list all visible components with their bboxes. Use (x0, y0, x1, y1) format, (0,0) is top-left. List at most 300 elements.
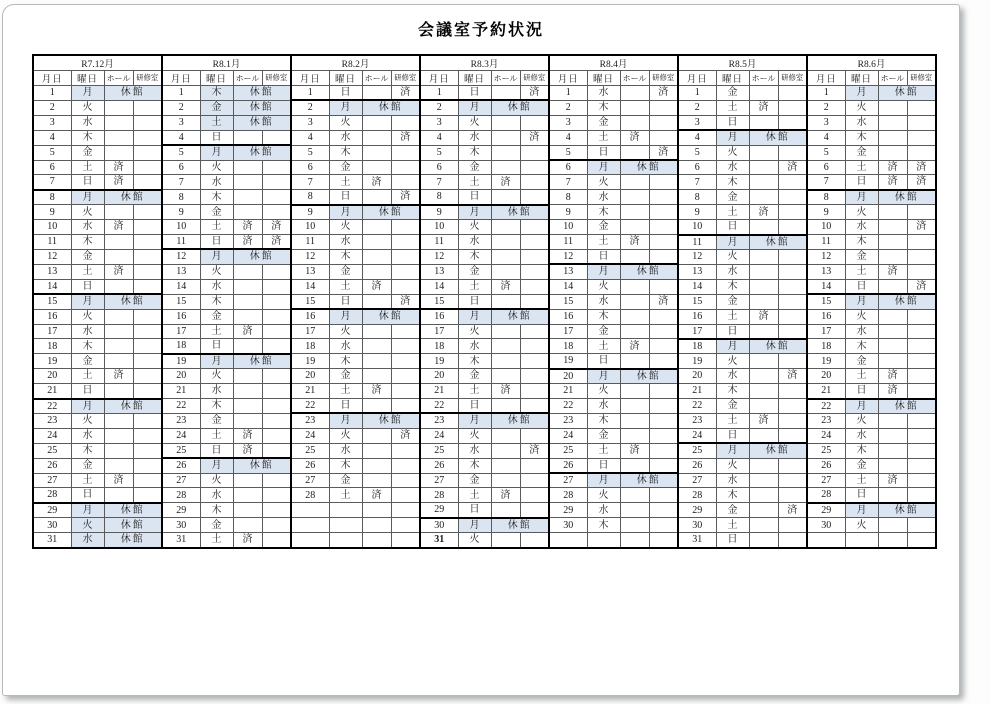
room-status-cell (262, 413, 291, 428)
hall-status-cell (491, 324, 520, 339)
hall-status-cell (491, 249, 520, 264)
column-header-room: 研修室 (391, 71, 420, 86)
hall-status-cell (362, 443, 391, 458)
date-cell: 8 (33, 190, 71, 205)
weekday-cell: 金 (587, 428, 620, 443)
weekday-cell: 土 (329, 488, 362, 503)
date-cell: 22 (162, 399, 200, 414)
hall-status-cell: 済 (233, 533, 262, 548)
weekday-cell: 水 (200, 175, 233, 190)
date-cell: 29 (33, 503, 71, 518)
room-status-cell (649, 190, 678, 205)
weekday-cell: 木 (200, 503, 233, 518)
weekday-cell: 日 (845, 279, 878, 294)
weekday-cell: 月 (716, 130, 749, 145)
date-cell: 15 (807, 294, 845, 309)
date-cell: 29 (162, 503, 200, 518)
hall-status-cell (104, 309, 133, 324)
room-status-cell: 済 (520, 86, 549, 101)
date-cell: 14 (420, 279, 458, 294)
weekday-cell: 月 (587, 369, 620, 384)
weekday-cell: 火 (458, 428, 491, 443)
date-cell: 3 (420, 115, 458, 130)
room-status-cell (520, 175, 549, 190)
column-header-hall: ホール (878, 71, 907, 86)
date-cell: 7 (291, 175, 329, 190)
room-status-cell (391, 384, 420, 399)
weekday-cell: 木 (329, 145, 362, 160)
date-cell: 18 (678, 339, 716, 354)
room-status-cell (778, 294, 807, 309)
weekday-cell: 金 (845, 249, 878, 264)
date-cell: 14 (291, 279, 329, 294)
hall-status-cell (362, 428, 391, 443)
room-status-cell (262, 384, 291, 399)
weekday-cell: 土 (587, 443, 620, 458)
room-status-cell (520, 264, 549, 279)
weekday-cell: 土 (587, 339, 620, 354)
date-cell: 2 (807, 100, 845, 115)
room-status-cell (649, 503, 678, 518)
date-cell: 16 (33, 309, 71, 324)
hall-status-cell (233, 294, 262, 309)
weekday-cell: 木 (587, 309, 620, 324)
date-cell: 1 (33, 86, 71, 101)
hall-status-cell (233, 205, 262, 220)
weekday-cell: 月 (458, 309, 491, 324)
room-status-cell: 済 (262, 235, 291, 250)
room-status-cell (778, 413, 807, 428)
weekday-cell: 土 (329, 384, 362, 399)
weekday-cell: 土 (71, 369, 104, 384)
weekday-cell: 月 (458, 205, 491, 220)
date-cell: 22 (549, 399, 587, 414)
room-status-cell (778, 428, 807, 443)
hall-status-cell (749, 249, 778, 264)
hall-status-cell (491, 130, 520, 145)
room-status-cell (778, 488, 807, 503)
room-status-cell (133, 175, 162, 190)
column-header-hall: ホール (104, 71, 133, 86)
room-status-cell (391, 235, 420, 250)
date-cell: 12 (33, 249, 71, 264)
room-status-cell (262, 309, 291, 324)
date-cell: 10 (33, 220, 71, 235)
date-cell: 11 (162, 235, 200, 250)
date-cell: 2 (33, 100, 71, 115)
room-status-cell: 済 (391, 294, 420, 309)
hall-status-cell (749, 175, 778, 190)
room-status-cell (907, 384, 936, 399)
room-status-cell (520, 339, 549, 354)
room-status-cell: 済 (391, 428, 420, 443)
room-status-cell (649, 399, 678, 414)
date-cell: 26 (420, 458, 458, 473)
date-cell: 23 (33, 413, 71, 428)
room-status-cell (778, 264, 807, 279)
date-cell: 26 (162, 458, 200, 473)
room-status-cell (262, 264, 291, 279)
hall-status-cell: 済 (749, 205, 778, 220)
weekday-cell: 日 (587, 249, 620, 264)
hall-status-cell (620, 145, 649, 160)
weekday-cell: 土 (200, 324, 233, 339)
room-status-cell (262, 205, 291, 220)
hall-status-cell (491, 264, 520, 279)
weekday-cell: 火 (587, 384, 620, 399)
room-status-cell (520, 220, 549, 235)
date-cell: 25 (291, 443, 329, 458)
date-cell: 12 (291, 249, 329, 264)
hall-status-cell: 済 (491, 384, 520, 399)
weekday-cell: 木 (458, 354, 491, 369)
closed-cell: 休館 (878, 503, 936, 518)
hall-status-cell (620, 294, 649, 309)
hall-status-cell (620, 458, 649, 473)
weekday-cell: 日 (458, 86, 491, 101)
weekday-cell: 火 (458, 115, 491, 130)
hall-status-cell (491, 145, 520, 160)
weekday-cell: 日 (845, 175, 878, 190)
date-cell: 5 (678, 145, 716, 160)
reservation-status-table (32, 54, 937, 549)
closed-cell: 休館 (362, 100, 420, 115)
weekday-cell: 土 (845, 473, 878, 488)
closed-cell: 休館 (104, 518, 162, 533)
weekday-cell: 木 (200, 86, 233, 101)
date-cell: 23 (678, 413, 716, 428)
date-cell: 9 (162, 205, 200, 220)
date-cell: 4 (33, 130, 71, 145)
document-page (2, 4, 960, 696)
hall-status-cell (233, 518, 262, 533)
weekday-cell: 土 (200, 220, 233, 235)
column-header-hall: ホール (620, 71, 649, 86)
room-status-cell (520, 279, 549, 294)
room-status-cell (649, 130, 678, 145)
room-status-cell: 済 (649, 145, 678, 160)
weekday-cell: 土 (200, 115, 233, 130)
room-status-cell (778, 279, 807, 294)
column-header-weekday: 曜日 (716, 71, 749, 86)
weekday-cell: 金 (329, 160, 362, 175)
weekday-cell: 火 (329, 220, 362, 235)
hall-status-cell (620, 324, 649, 339)
weekday-cell: 金 (587, 115, 620, 130)
hall-status-cell (104, 324, 133, 339)
date-cell: 16 (162, 309, 200, 324)
room-status-cell (133, 458, 162, 473)
hall-status-cell (362, 503, 391, 518)
date-cell: 9 (291, 205, 329, 220)
weekday-cell: 日 (845, 384, 878, 399)
room-status-cell (778, 220, 807, 235)
weekday-cell: 月 (71, 190, 104, 205)
date-cell: 20 (549, 369, 587, 384)
weekday-cell: 火 (200, 264, 233, 279)
date-cell: 3 (678, 115, 716, 130)
hall-status-cell (104, 145, 133, 160)
weekday-cell: 金 (329, 369, 362, 384)
closed-cell: 休館 (104, 190, 162, 205)
date-cell: 20 (678, 369, 716, 384)
hall-status-cell (491, 86, 520, 101)
weekday-cell: 日 (329, 86, 362, 101)
hall-status-cell (878, 324, 907, 339)
date-cell: 18 (420, 339, 458, 354)
room-status-cell (262, 369, 291, 384)
weekday-cell: 水 (845, 428, 878, 443)
hall-status-cell (233, 264, 262, 279)
hall-status-cell (878, 249, 907, 264)
hall-status-cell (878, 533, 907, 548)
room-status-cell (778, 533, 807, 548)
date-cell: 30 (33, 518, 71, 533)
weekday-cell (329, 533, 362, 548)
date-cell: 23 (420, 413, 458, 428)
room-status-cell: 済 (778, 503, 807, 518)
hall-status-cell (878, 518, 907, 533)
room-status-cell (520, 235, 549, 250)
room-status-cell (262, 130, 291, 145)
date-cell: 23 (162, 413, 200, 428)
room-status-cell: 済 (907, 160, 936, 175)
hall-status-cell: 済 (233, 324, 262, 339)
room-status-cell (649, 279, 678, 294)
weekday-cell: 月 (845, 399, 878, 414)
closed-cell: 休館 (104, 503, 162, 518)
room-status-cell: 済 (907, 220, 936, 235)
weekday-cell: 水 (716, 473, 749, 488)
hall-status-cell (491, 428, 520, 443)
weekday-cell: 木 (587, 413, 620, 428)
date-cell: 12 (162, 249, 200, 264)
room-status-cell (907, 443, 936, 458)
room-status-cell (520, 458, 549, 473)
hall-status-cell (362, 160, 391, 175)
closed-cell: 休館 (620, 369, 678, 384)
date-cell: 10 (807, 220, 845, 235)
hall-status-cell (878, 443, 907, 458)
room-status-cell (520, 249, 549, 264)
date-cell: 31 (678, 533, 716, 548)
hall-status-cell (491, 339, 520, 354)
date-cell: 6 (678, 160, 716, 175)
closed-cell: 休館 (878, 294, 936, 309)
hall-status-cell (104, 384, 133, 399)
room-status-cell (649, 339, 678, 354)
date-cell: 21 (291, 384, 329, 399)
weekday-cell: 月 (200, 145, 233, 160)
hall-status-cell: 済 (620, 443, 649, 458)
weekday-cell: 火 (587, 175, 620, 190)
column-header-weekday: 曜日 (329, 71, 362, 86)
date-cell: 6 (33, 160, 71, 175)
room-status-cell (778, 205, 807, 220)
weekday-cell: 金 (845, 354, 878, 369)
hall-status-cell (233, 279, 262, 294)
room-status-cell (907, 518, 936, 533)
weekday-cell: 日 (458, 294, 491, 309)
hall-status-cell: 済 (362, 279, 391, 294)
date-cell: 14 (33, 279, 71, 294)
room-status-cell (778, 473, 807, 488)
hall-status-cell (104, 428, 133, 443)
weekday-cell: 木 (716, 488, 749, 503)
weekday-cell: 土 (716, 100, 749, 115)
hall-status-cell (362, 249, 391, 264)
hall-status-cell (491, 369, 520, 384)
room-status-cell (520, 533, 549, 548)
date-cell: 28 (291, 488, 329, 503)
date-cell: 6 (420, 160, 458, 175)
room-status-cell: 済 (391, 130, 420, 145)
date-cell: 20 (162, 369, 200, 384)
date-cell: 17 (420, 324, 458, 339)
date-cell: 1 (291, 86, 329, 101)
weekday-cell: 月 (845, 190, 878, 205)
date-cell: 24 (291, 428, 329, 443)
weekday-cell: 木 (71, 443, 104, 458)
room-status-cell (778, 86, 807, 101)
room-status-cell (391, 324, 420, 339)
weekday-cell: 日 (329, 399, 362, 414)
room-status-cell (391, 518, 420, 533)
date-cell: 18 (807, 339, 845, 354)
hall-status-cell: 済 (749, 100, 778, 115)
room-status-cell (520, 428, 549, 443)
room-status-cell (520, 384, 549, 399)
hall-status-cell (620, 115, 649, 130)
hall-status-cell (362, 354, 391, 369)
weekday-cell: 金 (845, 458, 878, 473)
room-status-cell (520, 399, 549, 414)
date-cell: 13 (678, 264, 716, 279)
weekday-cell: 木 (329, 354, 362, 369)
room-status-cell (133, 428, 162, 443)
hall-status-cell (749, 488, 778, 503)
hall-status-cell (233, 399, 262, 414)
date-cell: 5 (549, 145, 587, 160)
hall-status-cell (620, 86, 649, 101)
date-cell: 19 (162, 354, 200, 369)
weekday-cell: 水 (458, 235, 491, 250)
date-cell: 2 (678, 100, 716, 115)
date-cell: 4 (807, 130, 845, 145)
room-status-cell (133, 488, 162, 503)
weekday-cell: 木 (845, 443, 878, 458)
date-cell: 11 (807, 235, 845, 250)
hall-status-cell (233, 190, 262, 205)
room-status-cell (649, 324, 678, 339)
date-cell: 29 (807, 503, 845, 518)
weekday-cell: 木 (329, 458, 362, 473)
date-cell: 28 (162, 488, 200, 503)
weekday-cell: 土 (845, 160, 878, 175)
weekday-cell: 水 (845, 324, 878, 339)
hall-status-cell (104, 443, 133, 458)
date-cell: 22 (291, 399, 329, 414)
date-cell: 9 (807, 205, 845, 220)
weekday-cell: 金 (716, 86, 749, 101)
weekday-cell: 月 (587, 160, 620, 175)
hall-status-cell: 済 (362, 175, 391, 190)
closed-cell: 休館 (620, 473, 678, 488)
date-cell: 1 (420, 86, 458, 101)
room-status-cell (649, 309, 678, 324)
hall-status-cell: 済 (233, 220, 262, 235)
date-cell: 8 (807, 190, 845, 205)
date-cell: 31 (420, 533, 458, 548)
room-status-cell (649, 205, 678, 220)
room-status-cell (520, 115, 549, 130)
date-cell: 8 (678, 190, 716, 205)
date-cell: 27 (162, 473, 200, 488)
weekday-cell: 火 (329, 428, 362, 443)
date-cell: 9 (420, 205, 458, 220)
room-status-cell (391, 473, 420, 488)
date-cell: 6 (549, 160, 587, 175)
date-cell: 31 (33, 533, 71, 548)
weekday-cell: 金 (200, 413, 233, 428)
weekday-cell: 水 (329, 130, 362, 145)
weekday-cell: 木 (71, 130, 104, 145)
date-cell: 14 (678, 279, 716, 294)
weekday-cell: 金 (458, 264, 491, 279)
weekday-cell: 土 (71, 473, 104, 488)
weekday-cell: 水 (587, 190, 620, 205)
weekday-cell: 月 (716, 339, 749, 354)
room-status-cell: 済 (907, 279, 936, 294)
date-cell: 30 (678, 518, 716, 533)
room-status-cell (133, 264, 162, 279)
room-status-cell (907, 533, 936, 548)
room-status-cell (133, 220, 162, 235)
weekday-cell: 日 (200, 235, 233, 250)
weekday-cell: 木 (71, 235, 104, 250)
date-cell: 27 (807, 473, 845, 488)
weekday-cell: 日 (458, 503, 491, 518)
weekday-cell: 土 (458, 488, 491, 503)
date-cell (291, 503, 329, 518)
weekday-cell: 火 (71, 309, 104, 324)
weekday-cell: 木 (200, 294, 233, 309)
date-cell: 15 (291, 294, 329, 309)
hall-status-cell (362, 220, 391, 235)
date-cell: 19 (291, 354, 329, 369)
room-status-cell (778, 324, 807, 339)
hall-status-cell: 済 (104, 264, 133, 279)
date-cell: 11 (420, 235, 458, 250)
weekday-cell: 土 (200, 428, 233, 443)
column-header-room: 研修室 (133, 71, 162, 86)
weekday-cell: 土 (587, 235, 620, 250)
room-status-cell (133, 384, 162, 399)
room-status-cell (262, 279, 291, 294)
weekday-cell: 月 (458, 413, 491, 428)
weekday-cell: 金 (71, 145, 104, 160)
hall-status-cell: 済 (878, 264, 907, 279)
date-cell: 27 (549, 473, 587, 488)
closed-cell: 休館 (620, 264, 678, 279)
date-cell: 15 (678, 294, 716, 309)
date-cell: 4 (162, 130, 200, 145)
hall-status-cell (104, 130, 133, 145)
date-cell (549, 533, 587, 548)
room-status-cell (391, 399, 420, 414)
hall-status-cell (233, 369, 262, 384)
date-cell: 7 (33, 175, 71, 190)
